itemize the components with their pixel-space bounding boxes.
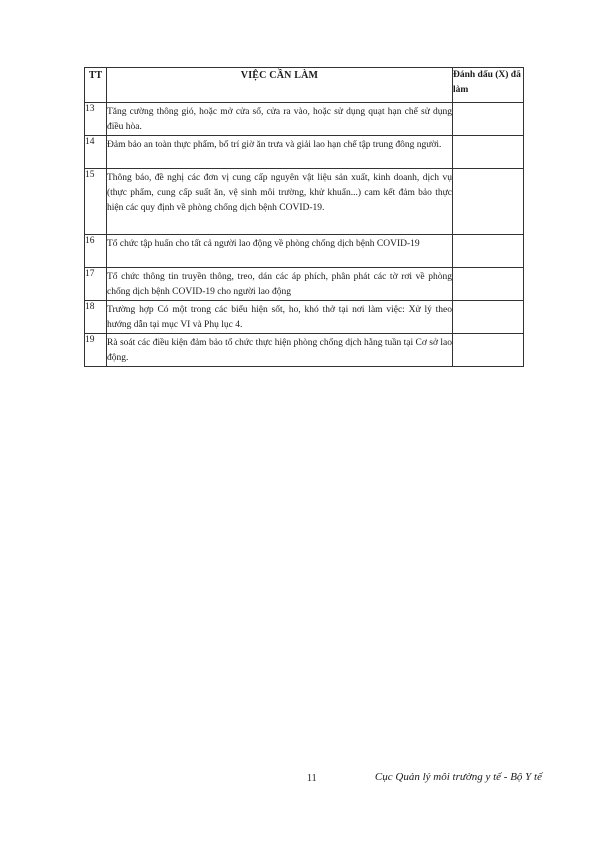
row-number: 17 [85,268,107,301]
mark-cell[interactable] [453,301,524,334]
row-number: 16 [85,235,107,268]
row-number: 14 [85,136,107,169]
table-row [85,334,524,367]
task-cell [107,103,453,136]
column-header-task: VIỆC CẦN LÀM [107,68,453,103]
row-number: 18 [85,301,107,334]
row-number: 13 [85,103,107,136]
column-header-mark: Đánh dấu (X) đã làm [453,68,524,103]
task-cell [107,301,453,334]
footer-agency: Cục Quản lý môi trường y tế - Bộ Y tế [374,771,542,783]
task-text: Tăng cường thông gió, hoặc mở cửa sổ, cửa ra vào, hoặc sử dụng quạt hạn chế sử dụng điều hòa. [107,107,452,132]
table-row [85,301,524,334]
row-number: 19 [85,334,107,367]
mark-cell[interactable] [453,136,524,169]
task-text: Thông báo, đề nghị các đơn vị cung cấp nguyên vật liệu sản xuất, kinh doanh, dịch vụ (thực phẩm, cung cấp suất ăn, vệ sinh môi trường, khử khuẩn...) cam kết đảm bảo thực hiện các quy định về phòng chống dịch bệnh COVID-19. [107,173,452,213]
mark-cell[interactable] [453,169,524,235]
task-cell [107,136,453,169]
task-text: Trường hợp Có một trong các biểu hiện sốt, ho, khó thở tại nơi làm việc: Xử lý theo hướng dẫn tại mục VI và Phụ lục 4. [107,305,452,330]
task-cell [107,169,453,235]
table-row [85,268,524,301]
task-text: Tổ chức tập huấn cho tất cả người lao động về phòng chống dịch bệnh COVID-19 [107,239,420,249]
mark-cell[interactable] [453,103,524,136]
checklist-table [84,67,524,367]
mark-cell[interactable] [453,235,524,268]
table-header-row [85,68,524,103]
table-row [85,103,524,136]
task-cell [107,235,453,268]
task-text: Đảm bảo an toàn thực phẩm, bố trí giờ ăn trưa và giải lao hạn chế tập trung đông người. [107,140,442,150]
task-text: Tổ chức thông tin truyền thông, treo, dán các áp phích, phân phát các tờ rơi về phòng chống dịch bệnh COVID-19 cho người lao động [107,272,452,297]
column-header-number: TT [85,68,107,103]
page-number: 11 [307,773,317,784]
row-number: 15 [85,169,107,235]
task-cell [107,268,453,301]
table-row [85,235,524,268]
task-cell [107,334,453,367]
task-text: Rà soát các điều kiện đảm bảo tổ chức thực hiện phòng chống dịch hằng tuần tại Cơ sở lao động. [107,338,452,363]
mark-cell[interactable] [453,268,524,301]
table-row [85,136,524,169]
table-row [85,169,524,235]
mark-cell[interactable] [453,334,524,367]
